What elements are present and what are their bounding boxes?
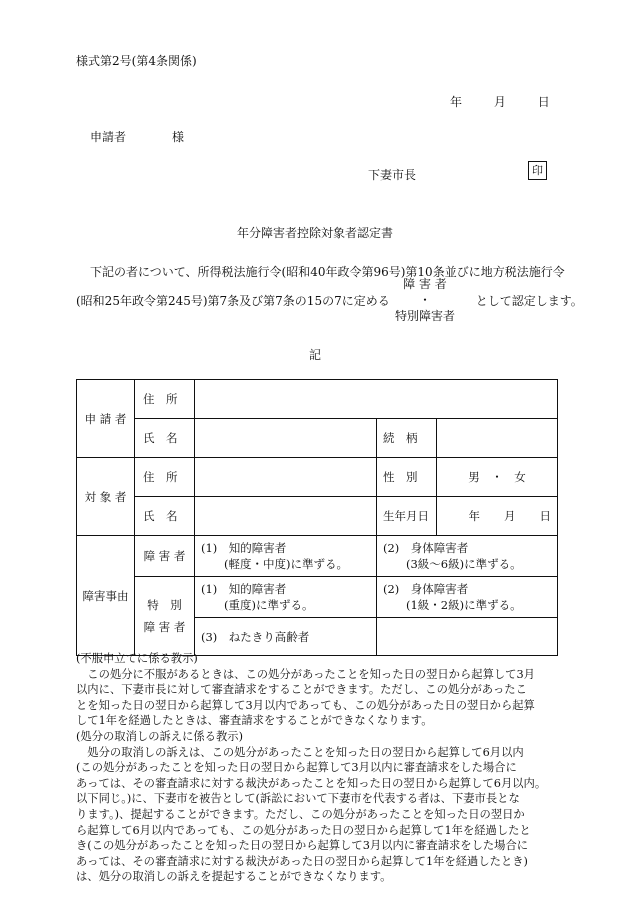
notes-text: 以下同じ。)に、下妻市を被告として(訴訟において下妻市を代表する者は、下妻市長とな: [76, 792, 520, 806]
subject-address-field[interactable]: [195, 458, 377, 497]
issue-date: [450, 93, 550, 110]
disabled-label: 障 害 者: [135, 536, 195, 577]
mayor-name: 下妻市長: [368, 168, 417, 182]
subject-group-label: 対 象 者: [77, 458, 135, 536]
stack-dot: ・: [418, 293, 431, 307]
applicant-name-field[interactable]: [195, 419, 377, 458]
certification-table: [76, 379, 558, 656]
applicant-label: 申請者: [90, 130, 127, 144]
notes-text: とを知った日の翌日から起算して3月以内であっても、この処分があった日の翌日から起算: [76, 698, 535, 712]
birthdate-label: 生年月日: [377, 497, 437, 536]
ki-mark: 記: [308, 348, 321, 362]
body-line-1: 下記の者について、所得税法施行令(昭和40年政令第96号)第10条並びに地方税法施行令: [90, 265, 565, 279]
notes-text: き(この処分があったことを知った日の翌日から起算して3月以内に審査請求をした場合に: [76, 839, 529, 853]
applicant-address-field[interactable]: [195, 380, 558, 419]
date-year: 年: [450, 95, 463, 109]
subject-name-field[interactable]: [195, 497, 377, 536]
notes-heading-1: (不服申立てに係る教示): [76, 652, 198, 665]
relation-label: 続 柄: [377, 419, 437, 458]
relation-field[interactable]: [437, 419, 558, 458]
reason-group-label: 障害事由: [77, 536, 135, 656]
applicant-honorific: 様: [172, 130, 185, 144]
notes-text: 処分の取消しの訴えは、この処分があったことを知った日の翌日から起算して6月以内: [87, 745, 524, 759]
notes-text: (この処分があったことを知った日の翌日から起算して3月以内に審査請求をした場合に: [76, 761, 517, 775]
birth-month: 月: [504, 509, 516, 523]
birth-day: 日: [539, 509, 552, 523]
body-line-2a: (昭和25年政令第245号)第7条及び第7条の15の7に定める: [76, 294, 390, 308]
notes-text: あっては、その審査請求に対する裁決があった日の翌日から起算して1年を経過したとき): [76, 854, 528, 868]
stack-disabled: 障 害 者: [403, 277, 447, 291]
empty-cell: [377, 618, 558, 656]
date-month: 月: [493, 95, 506, 109]
notes-text: して1年を経過したときは、審査請求をすることができなくなります。: [76, 714, 433, 728]
option-intellectual-mild[interactable]: (1) 知的障害者 (軽度・中度)に準ずる。: [195, 536, 377, 577]
subject-name-label: 氏 名: [135, 497, 195, 536]
applicant-address-label: 住 所: [135, 380, 195, 419]
applicant-group-label: 申 請 者: [77, 380, 135, 458]
notes-text: この処分に不服があるときは、この処分があったことを知った日の翌日から起算して3月: [87, 667, 535, 681]
option-physical-1-2[interactable]: (2) 身体障害者 (1級・2級)に準ずる。: [377, 577, 558, 618]
birthdate-field[interactable]: [437, 497, 558, 536]
applicant-name-label: 氏 名: [135, 419, 195, 458]
notes-text: あっては、その審査請求に対する裁決があったことを知った日の翌日から起算して6月以内。: [76, 776, 547, 790]
option-physical-3-6[interactable]: (2) 身体障害者 (3級～6級)に準ずる。: [377, 536, 558, 577]
sex-options[interactable]: 男 ・ 女: [437, 458, 558, 497]
option-intellectual-severe[interactable]: (1) 知的障害者 (重度)に準ずる。: [195, 577, 377, 618]
notes-text: は、処分の取消しの訴えを提起することができなくなります。: [76, 870, 392, 884]
body-line-2: [76, 292, 583, 309]
subject-address-label: 住 所: [135, 458, 195, 497]
applicant-line: [90, 128, 184, 145]
seal-mark: 印: [528, 161, 547, 180]
notes-text: 以内に、下妻市長に対して審査請求をすることができます。ただし、この処分があったこ: [76, 683, 527, 697]
stack-special: 特別障害者: [394, 309, 455, 323]
option-bedridden-elderly[interactable]: (3) ねたきり高齢者: [195, 618, 377, 656]
notes-text: ら起算して6月以内であっても、この処分があった日の翌日から起算して1年を経過したと: [76, 823, 531, 837]
notes-text: ります。)、提起することができます。ただし、この処分があったことを知った日の翌日か: [76, 807, 525, 821]
document-title: 年分障害者控除対象者認定書: [236, 226, 393, 240]
form-number: 様式第2号(第4条関係): [76, 54, 197, 68]
date-day: 日: [537, 95, 550, 109]
notes-heading-2: (処分の取消しの訴えに係る教示): [76, 729, 243, 743]
birth-year: 年: [468, 509, 481, 523]
special-disabled-label: 特 別 障 害 者: [135, 577, 195, 656]
appeal-notes: [76, 651, 558, 885]
body-line-2b: として認定します。: [475, 294, 583, 308]
sex-label: 性 別: [377, 458, 437, 497]
